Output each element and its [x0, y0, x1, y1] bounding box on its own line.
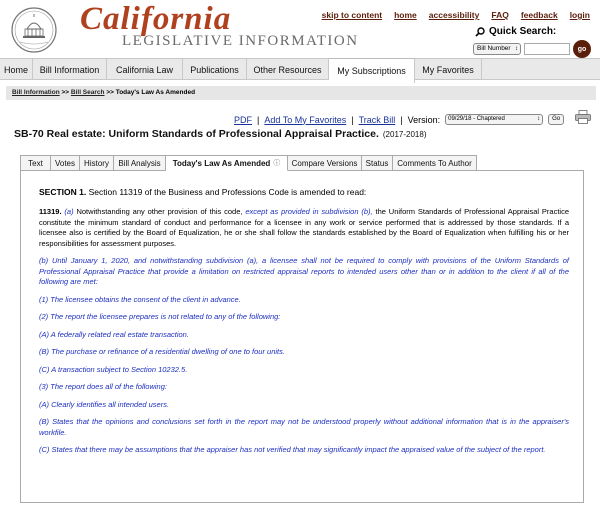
nav-tab-my-favorites[interactable]: My Favorites: [415, 59, 482, 80]
feedback-link[interactable]: feedback: [520, 10, 558, 20]
login-link[interactable]: login: [569, 10, 590, 20]
section-heading-text: Section 11319 of the Business and Professions Code is amended to read:: [88, 187, 367, 197]
quick-search: [473, 26, 599, 58]
printer-icon[interactable]: [575, 110, 591, 124]
inserted-paragraph: (C) A transaction subject to Section 10232.5.: [39, 364, 188, 374]
main-nav: [0, 58, 600, 80]
paragraph-text: Notwithstanding any other provision of this code,: [76, 207, 243, 216]
quick-search-go-button[interactable]: go: [573, 40, 591, 58]
nav-tab-publications[interactable]: Publications: [183, 59, 247, 80]
inserted-paragraph: (B) States that the opinions and conclusions set forth in the report may not be understood properly without additional information that is in the appraiser's workfile.: [39, 417, 569, 437]
site-header: [0, 0, 600, 58]
tab-status[interactable]: Status: [362, 155, 393, 171]
inserted-paragraph: (B) The purchase or refinance of a residential dwelling of one to four units.: [39, 347, 285, 356]
bill-session: (2017-2018): [382, 130, 427, 139]
legislative-information-logo: LEGISLATIVE INFORMATION: [122, 33, 359, 49]
nav-tab-home[interactable]: Home: [0, 59, 33, 80]
tab-todays-law-label: Today's Law As Amended: [172, 158, 271, 168]
nav-tab-my-subscriptions[interactable]: My Subscriptions: [329, 58, 415, 83]
faq-link[interactable]: FAQ: [491, 10, 509, 20]
tab-history[interactable]: History: [80, 155, 114, 171]
breadcrumb-bill-information[interactable]: Bill Information: [12, 89, 60, 96]
home-link[interactable]: home: [394, 10, 417, 20]
subdivision-a-marker: (a): [64, 207, 74, 216]
quick-search-input[interactable]: [524, 43, 570, 55]
breadcrumb-separator: >>: [61, 89, 70, 96]
nav-tab-california-law[interactable]: California Law: [107, 59, 183, 80]
inserted-text: except as provided in subdivision (b),: [245, 207, 373, 216]
top-links: [322, 10, 590, 20]
content-tabs: [20, 155, 477, 171]
nav-tab-other-resources[interactable]: Other Resources: [247, 59, 329, 80]
breadcrumb-current: Today's Law As Amended: [115, 89, 196, 96]
california-logo: California: [80, 1, 232, 37]
section-heading: [39, 187, 569, 197]
inserted-paragraph: (1) The licensee obtains the consent of the client in advance.: [39, 294, 241, 304]
pdf-link[interactable]: PDF: [234, 114, 252, 125]
tab-bill-analysis[interactable]: Bill Analysis: [114, 155, 166, 171]
search-type-select[interactable]: Bill Number ↕: [473, 43, 521, 55]
track-bill-link[interactable]: Track Bill: [358, 114, 396, 125]
inserted-paragraph: (C) States that there may be assumptions that the appraiser has not verified that may significantly impact the appraised value of the subject of the report.: [39, 445, 546, 454]
tab-comments-to-author[interactable]: Comments To Author: [393, 155, 477, 171]
info-icon[interactable]: ⓘ: [273, 160, 281, 167]
bill-title-text: SB-70 Real estate: Uniform Standards of Professional Appraisal Practice.: [14, 128, 379, 140]
bill-title: [14, 128, 426, 140]
inserted-paragraph: (A) A federally related real estate transaction.: [39, 329, 189, 339]
version-select[interactable]: 09/29/18 - Chaptered ↕: [445, 114, 543, 125]
tab-text[interactable]: Text: [20, 155, 51, 171]
breadcrumb-bill-search[interactable]: Bill Search: [70, 89, 105, 96]
tab-compare-versions[interactable]: Compare Versions: [288, 155, 362, 171]
skip-to-content-link[interactable]: skip to content: [321, 10, 383, 20]
bill-toolbar: PDF | Add To My Favorites | Track Bill | Version: 09/29/18 - Chaptered ↕ Go: [234, 114, 564, 125]
law-text-panel: [20, 170, 584, 503]
section-number: SECTION 1.: [39, 187, 87, 197]
inserted-paragraph: (3) The report does all of the following:: [39, 382, 167, 391]
section-paragraph: [39, 207, 569, 249]
add-to-favorites-link[interactable]: Add To My Favorites: [264, 114, 347, 125]
code-section-number: 11319.: [39, 207, 62, 216]
nav-tab-bill-information[interactable]: Bill Information: [33, 59, 107, 80]
inserted-paragraph: (b) Until January 1, 2020, and notwithstanding subdivision (a), a licensee shall not be required to comply with provisions of the Uniform Standards of Professional Appraisal Practice that provide a limitation on restricted appraisal reports to intended users other than or in addition to the client if all of the following are met:: [39, 256, 569, 286]
quick-search-label: Quick Search:: [489, 26, 557, 37]
search-icon: [475, 27, 485, 37]
inserted-paragraph: (A) Clearly identifies all intended users.: [39, 399, 170, 409]
paragraph-text: the Uniform Standards of Professional Appraisal Practice constitute the minimum standard of conduct and performance for a licensee in any work or service performed that is addressed by those standards. If a licensee also is certified by the Board of Equalization, he or she shall follow the standards established by the Board of Equalization when fulfilling his or her responsibilities for assessment purposes.: [39, 207, 570, 248]
breadcrumb-separator: >>: [106, 89, 114, 96]
breadcrumb: [6, 86, 596, 100]
tab-todays-law-as-amended[interactable]: [166, 155, 288, 171]
accessibility-link[interactable]: accessibility: [428, 10, 480, 20]
version-label: Version:: [407, 114, 441, 125]
inserted-paragraph: (2) The report the licensee prepares is not related to any of the following:: [39, 312, 281, 321]
version-go-button[interactable]: Go: [548, 114, 564, 125]
capitol-seal-icon: [10, 6, 58, 54]
tab-votes[interactable]: Votes: [51, 155, 80, 171]
